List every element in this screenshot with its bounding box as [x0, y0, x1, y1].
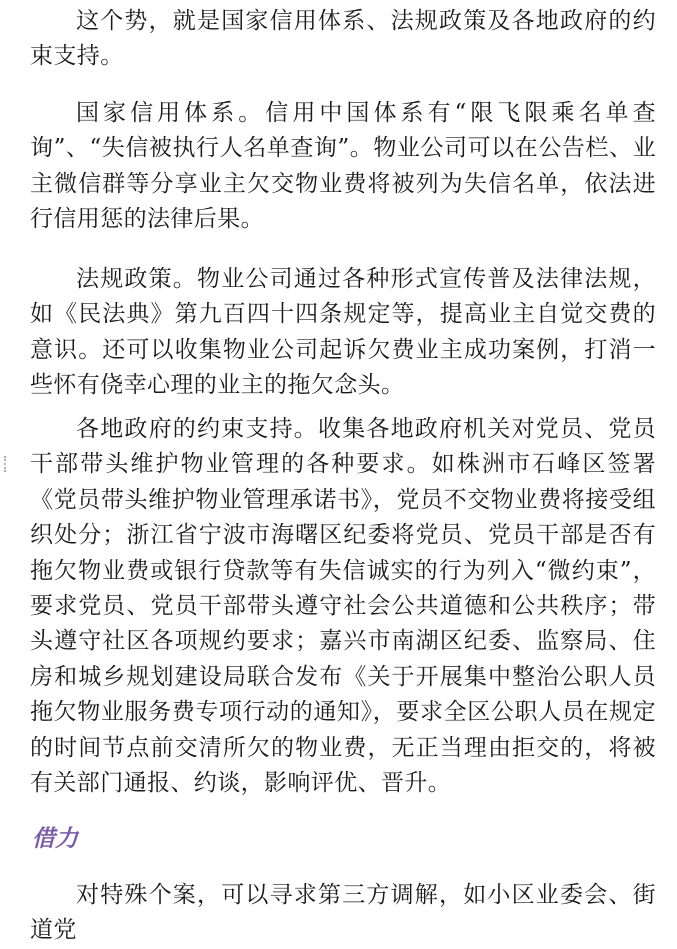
paragraph-regulations: 法规政策。物业公司通过各种形式宣传普及法律法规，如《民法典》第九百四十四条规定等，提高业主自觉交费的意识。还可以收集物业公司起诉欠费业主成功案例，打消一些怀有侥幸心理的业主的拖欠念头。 — [30, 266, 656, 399]
paragraph-intro: 这个势，就是国家信用体系、法规政策及各地政府的约束支持。 — [30, 8, 656, 70]
section-subheading: 借力 — [32, 826, 78, 852]
paragraph-credit-system: 国家信用体系。信用中国体系有“限飞限乘名单查询”、“失信被执行人名单查询”。物业公司可以在公告栏、业主微信群等分享业主欠交物业费将被列为失信名单，依法进行信用惩的法律后果。 — [30, 100, 656, 233]
paragraph-government-support: 各地政府的约束支持。收集各地政府机关对党员、党员干部带头维护物业管理的各种要求。如株洲市石峰区签署《党员带头维护物业管理承诺书》，党员不交物业费将接受组织处分；浙江省宁波市海曙区纪委将党员、党员干部是否有拖欠物业费或银行贷款等有失信诚实的行为列入“微约束”，要求党员、党员干部带头遵守社会公共道德和公共秩序；带头遵守社区各项规约要求；嘉兴市南湖区纪委、监察局、住房和城乡规划建设局联合发布《关于开展集中整治公职人员拖欠物业服务费专项行动的通知》，要求全区公职人员在规定的时间节点前交清所欠的物业费，无正当理由拒交的，将被有关部门通报、约谈，影响评优、晋升。 — [30, 416, 656, 797]
margin-marker — [4, 456, 8, 472]
paragraph-special-cases: 对特殊个案，可以寻求第三方调解，如小区业委会、街道党 — [30, 882, 656, 944]
